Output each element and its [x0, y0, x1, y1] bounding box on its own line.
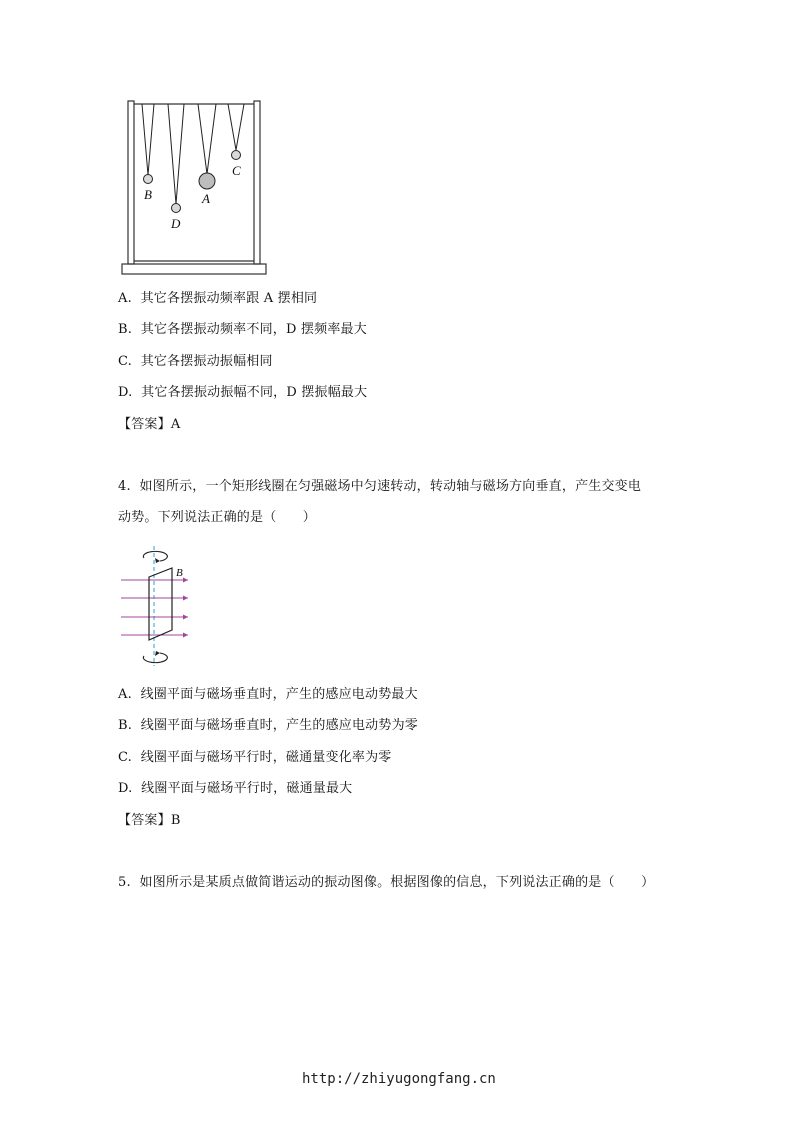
option-text: 其它各摆振动振幅相同: [140, 354, 273, 369]
bob-a: [199, 173, 215, 189]
q5-stem: [118, 874, 654, 892]
option-label: C.: [118, 750, 133, 765]
bob-d: [172, 204, 181, 213]
q3-answer: [118, 416, 180, 434]
q3-option-c: [118, 353, 273, 371]
question-number: 5.: [118, 875, 131, 890]
option-label: A.: [118, 291, 132, 306]
option-text: 其它各摆振动频率跟 A 摆相同: [140, 291, 318, 306]
answer-value: A: [170, 417, 181, 432]
answer-label: 【答案】: [118, 417, 171, 432]
q4-stem-line2: [118, 509, 316, 527]
label-b: B: [144, 187, 152, 202]
option-text: 其它各摆振动振幅不同，D 摆振幅最大: [141, 385, 368, 400]
option-label: D.: [118, 781, 133, 796]
footer-url[interactable]: http://zhiyugongfang.cn: [302, 1071, 496, 1087]
q4-option-a: [118, 686, 418, 704]
q4-answer: [118, 812, 181, 830]
label-d: D: [171, 216, 181, 231]
bob-c: [232, 151, 241, 160]
q3-option-a: [118, 290, 317, 308]
answer-label: 【答案】: [118, 813, 171, 828]
option-text: 线圈平面与磁场垂直时，产生的感应电动势最大: [140, 687, 418, 702]
q3-option-d: [118, 384, 367, 402]
question-number: 4.: [118, 479, 131, 494]
option-label: B.: [118, 718, 133, 733]
option-text: 线圈平面与磁场平行时，磁通量最大: [141, 781, 353, 796]
label-a: A: [202, 191, 210, 206]
option-label: A.: [118, 687, 132, 702]
option-text: 其它各摆振动频率不同，D 摆频率最大: [140, 322, 367, 337]
label-c: C: [232, 163, 241, 178]
question-stem: 如图所示是某质点做简谐运动的振动图像。根据图像的信息，下列说法正确的是（ ）: [139, 875, 655, 890]
q4-option-b: [118, 717, 418, 735]
pendulum-figure: [118, 98, 270, 280]
coil-figure: [118, 544, 200, 668]
option-label: D.: [118, 385, 133, 400]
question-stem: 如图所示，一个矩形线圈在匀强磁场中匀速转动，转动轴与磁场方向垂直，产生交变电: [139, 479, 642, 494]
bob-b: [144, 175, 153, 184]
option-label: B.: [118, 322, 133, 337]
field-label-b: B: [176, 567, 183, 579]
option-text: 线圈平面与磁场平行时，磁通量变化率为零: [140, 750, 392, 765]
q3-option-b: [118, 321, 367, 339]
q4-option-c: [118, 749, 392, 767]
q4-option-d: [118, 780, 352, 798]
option-label: C.: [118, 354, 133, 369]
q4-stem-line1: [118, 478, 641, 496]
question-stem-cont: 动势。下列说法正确的是（ ）: [118, 510, 317, 525]
option-text: 线圈平面与磁场垂直时，产生的感应电动势为零: [140, 718, 418, 733]
answer-value: B: [170, 813, 181, 828]
